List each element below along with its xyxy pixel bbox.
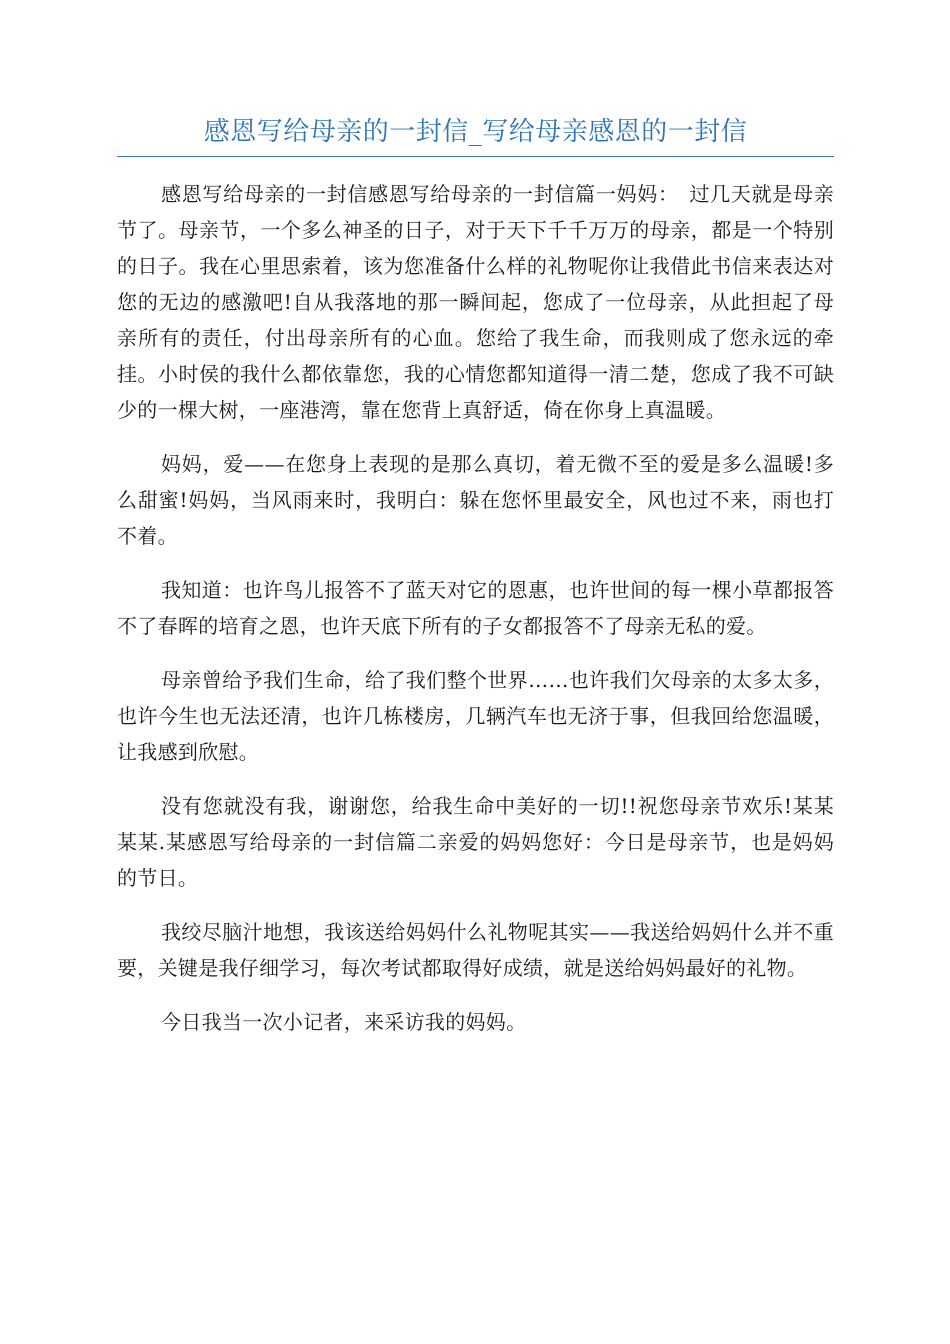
paragraph: 感恩写给母亲的一封信感恩写给母亲的一封信篇一妈妈： 过几天就是母亲节了。母亲节，一个多么神圣的日子，对于天下千千万万的母亲，都是一个特别的日子。我在心里思索着，该为您准备什么样的礼物呢你让我借此书信来表达对您的无边的感激吧!自从我落地的那一瞬间起，您成了一位母亲，从此担起了母亲所有的责任，付出母亲所有的心血。您给了我生命，而我则成了您永远的牵挂。小时侯的我什么都依靠您，我的心情您都知道得一清二楚，您成了我不可缺少的一棵大树，一座港湾，靠在您背上真舒适，倚在你身上真温暖。 (117, 182, 834, 422)
paragraph: 妈妈，爱——在您身上表现的是那么真切，着无微不至的爱是多么温暖!多么甜蜜!妈妈，当风雨来时，我明白：躲在您怀里最安全，风也过不来，雨也打不着。 (117, 452, 834, 548)
title-block (117, 112, 834, 157)
paragraph: 我知道：也许鸟儿报答不了蓝天对它的恩惠，也许世间的每一棵小草都报答不了春晖的培育之恩，也许天底下所有的子女都报答不了母亲无私的爱。 (117, 578, 834, 638)
paragraph: 今日我当一次小记者，来采访我的妈妈。 (161, 1010, 527, 1034)
document-body (117, 176, 834, 1058)
document-title: 感恩写给母亲的一封信_写给母亲感恩的一封信 (203, 117, 748, 147)
paragraph: 我绞尽脑汁地想，我该送给妈妈什么礼物呢其实——我送给妈妈什么并不重要，关键是我仔细学习，每次考试都取得好成绩，就是送给妈妈最好的礼物。 (117, 920, 834, 980)
paragraph: 母亲曾给予我们生命，给了我们整个世界……也许我们欠母亲的太多太多，也许今生也无法还清，也许几栋楼房，几辆汽车也无济于事，但我回给您温暖，让我感到欣慰。 (117, 668, 834, 764)
paragraph: 没有您就没有我，谢谢您，给我生命中美好的一切!!祝您母亲节欢乐!某某某某.某感恩写给母亲的一封信篇二亲爱的妈妈您好：今日是母亲节，也是妈妈的节日。 (117, 794, 834, 890)
